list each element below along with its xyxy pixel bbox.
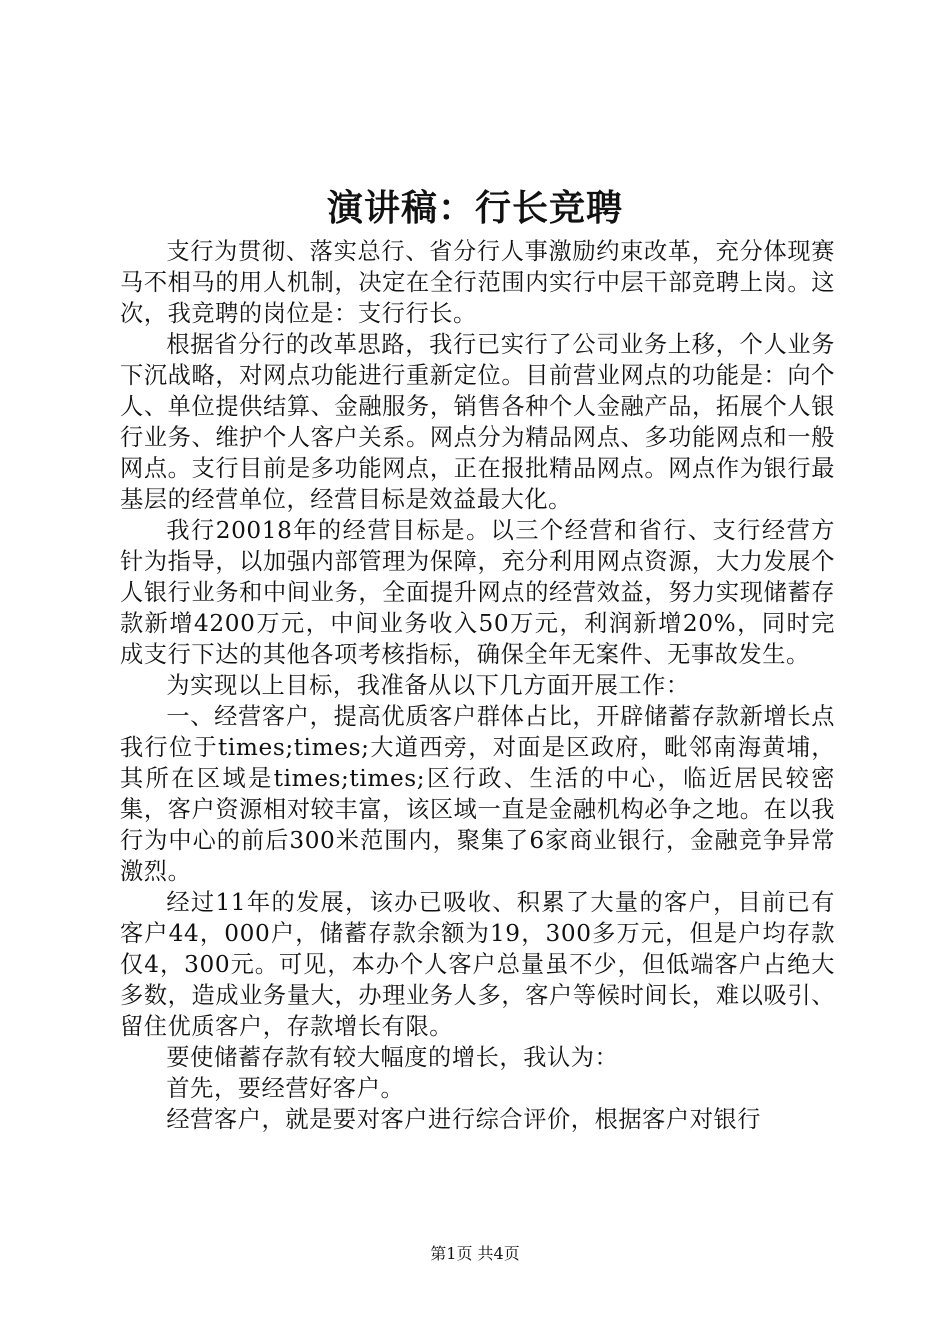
paragraph: 为实现以上目标，我准备从以下几方面开展工作： [166,672,690,699]
document-body [120,236,835,1135]
paragraph: 根据省分行的改革思路，我行已实行了公司业务上移，个人业务下沉战略，对网点功能进行重新定位。目前营业网点的功能是：向个人、单位提供结算、金融服务，销售各种个人金融产品，拓展个人银行业务、维护个人客户关系。网点分为精品网点、多功能网点和一般网点。支行目前是多功能网点，正在报批精品网点。网点作为银行最基层的经营单位，经营目标是效益最大化。 [120,331,835,513]
paragraph: 一、经营客户，提高优质客户群体占比，开辟储蓄存款新增长点我行位于times;times;大道西旁，对面是区政府，毗邻南海黄埔，其所在区域是times;times;区行政、生活的中心，临近居民较密集，客户资源相对较丰富，该区域一直是金融机构必争之地。在以我行为中心的前后300米范围内，聚集了6家商业银行，金融竞争异常激烈。 [120,703,835,885]
paragraph: 经营客户，就是要对客户进行综合评价，根据客户对银行 [166,1106,762,1133]
paragraph: 首先，要经营好客户。 [166,1075,405,1102]
paragraph: 我行20018年的经营目标是。以三个经营和省行、支行经营方针为指导，以加强内部管理为保障，充分利用网点资源，大力发展个人银行业务和中间业务，全面提升网点的经营效益，努力实现储蓄存款新增4200万元，中间业务收入50万元，利润新增20%，同时完成支行下达的其他各项考核指标，确保全年无案件、无事故发生。 [120,517,835,668]
paragraph: 支行为贯彻、落实总行、省分行人事激励约束改革，充分体现赛马不相马的用人机制，决定在全行范围内实行中层干部竞聘上岗。这次，我竞聘的岗位是：支行行长。 [120,238,835,327]
document-title: 演讲稿：行长竞聘 [326,187,623,229]
page-footer: 第1页 共4页 [430,1244,520,1263]
paragraph: 要使储蓄存款有较大幅度的增长，我认为： [166,1044,619,1071]
paragraph: 经过11年的发展，该办已吸收、积累了大量的客户，目前已有客户44，000户，储蓄存款余额为19，300多万元，但是户均存款仅4，300元。可见，本办个人客户总量虽不少，但低端客户占绝大多数，造成业务量大，办理业务人多，客户等候时间长，难以吸引、留住优质客户，存款增长有限。 [120,889,835,1040]
